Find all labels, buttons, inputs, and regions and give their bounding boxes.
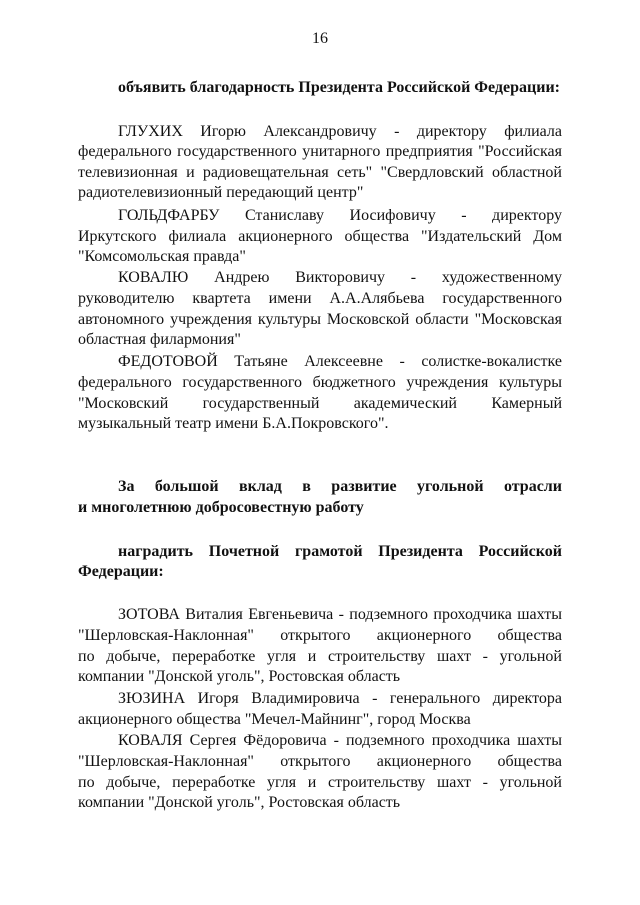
entry-line: телевизионная и радиовещательная сеть" "Свердловский областной (78, 164, 562, 181)
entry-line: по добыче, переработке угля и строительству шахт - угольной (78, 648, 562, 665)
entry-line: Иркутского филиала акционерного общества "Издательский Дом (78, 228, 562, 245)
entry-line: компании "Донской уголь", Ростовская область (78, 668, 401, 685)
entry-line: акционерного общества "Мечел-Майнинг", город Москва (78, 711, 471, 728)
entry-line: компании "Донской уголь", Ростовская область (78, 794, 401, 811)
entry-line: радиотелевизионный передающий центр" (78, 184, 364, 201)
entry-line: областная филармония" (78, 331, 241, 348)
section-title-line: За большой вклад в развитие угольной отрасли (118, 478, 562, 495)
entry-line: ЗЮЗИНА Игоря Владимировича - генерального директора (118, 690, 562, 707)
entry-line: КОВАЛЮ Андрею Викторовичу - художественному (118, 269, 562, 286)
entry-line: ГОЛЬДФАРБУ Станиславу Иосифовичу - директору (118, 207, 562, 224)
award-heading-line: наградить Почетной грамотой Президента Российской (118, 543, 562, 560)
entry-line: "Шерловская-Наклонная" открытого акционерного общества (78, 627, 562, 644)
entry-line: ГЛУХИХ Игорю Александровичу - директору филиала (118, 123, 562, 140)
entry-line: КОВАЛЯ Сергея Фёдоровича - подземного проходчика шахты (118, 732, 562, 749)
page-number: 16 (312, 30, 328, 47)
gratitude-heading: объявить благодарность Президента Российской Федерации: (118, 79, 560, 96)
entry-line: руководителю квартета имени А.А.Алябьева государственного (78, 290, 562, 307)
entry-line: "Шерловская-Наклонная" открытого акционерного общества (78, 753, 562, 770)
entry-line: музыкальный театр имени Б.А.Покровского". (78, 415, 389, 432)
section-title-line: и многолетнюю добросовестную работу (78, 499, 364, 516)
entry-line: "Московский государственный академический Камерный (78, 395, 562, 412)
entry-line: "Комсомольская правда" (78, 248, 246, 265)
entry-line: федерального государственного унитарного предприятия "Российская (78, 143, 562, 160)
entry-line: автономного учреждения культуры Московской области "Московская (78, 311, 562, 328)
award-heading-line: Федерации: (78, 563, 164, 580)
entry-line: федерального государственного бюджетного учреждения культуры (78, 374, 562, 391)
entry-line: ЗОТОВА Виталия Евгеньевича - подземного проходчика шахты (118, 606, 562, 623)
entry-line: ФЕДОТОВОЙ Татьяне Алексеевне - солистке-вокалистке (118, 353, 562, 370)
entry-line: по добыче, переработке угля и строительству шахт - угольной (78, 774, 562, 791)
